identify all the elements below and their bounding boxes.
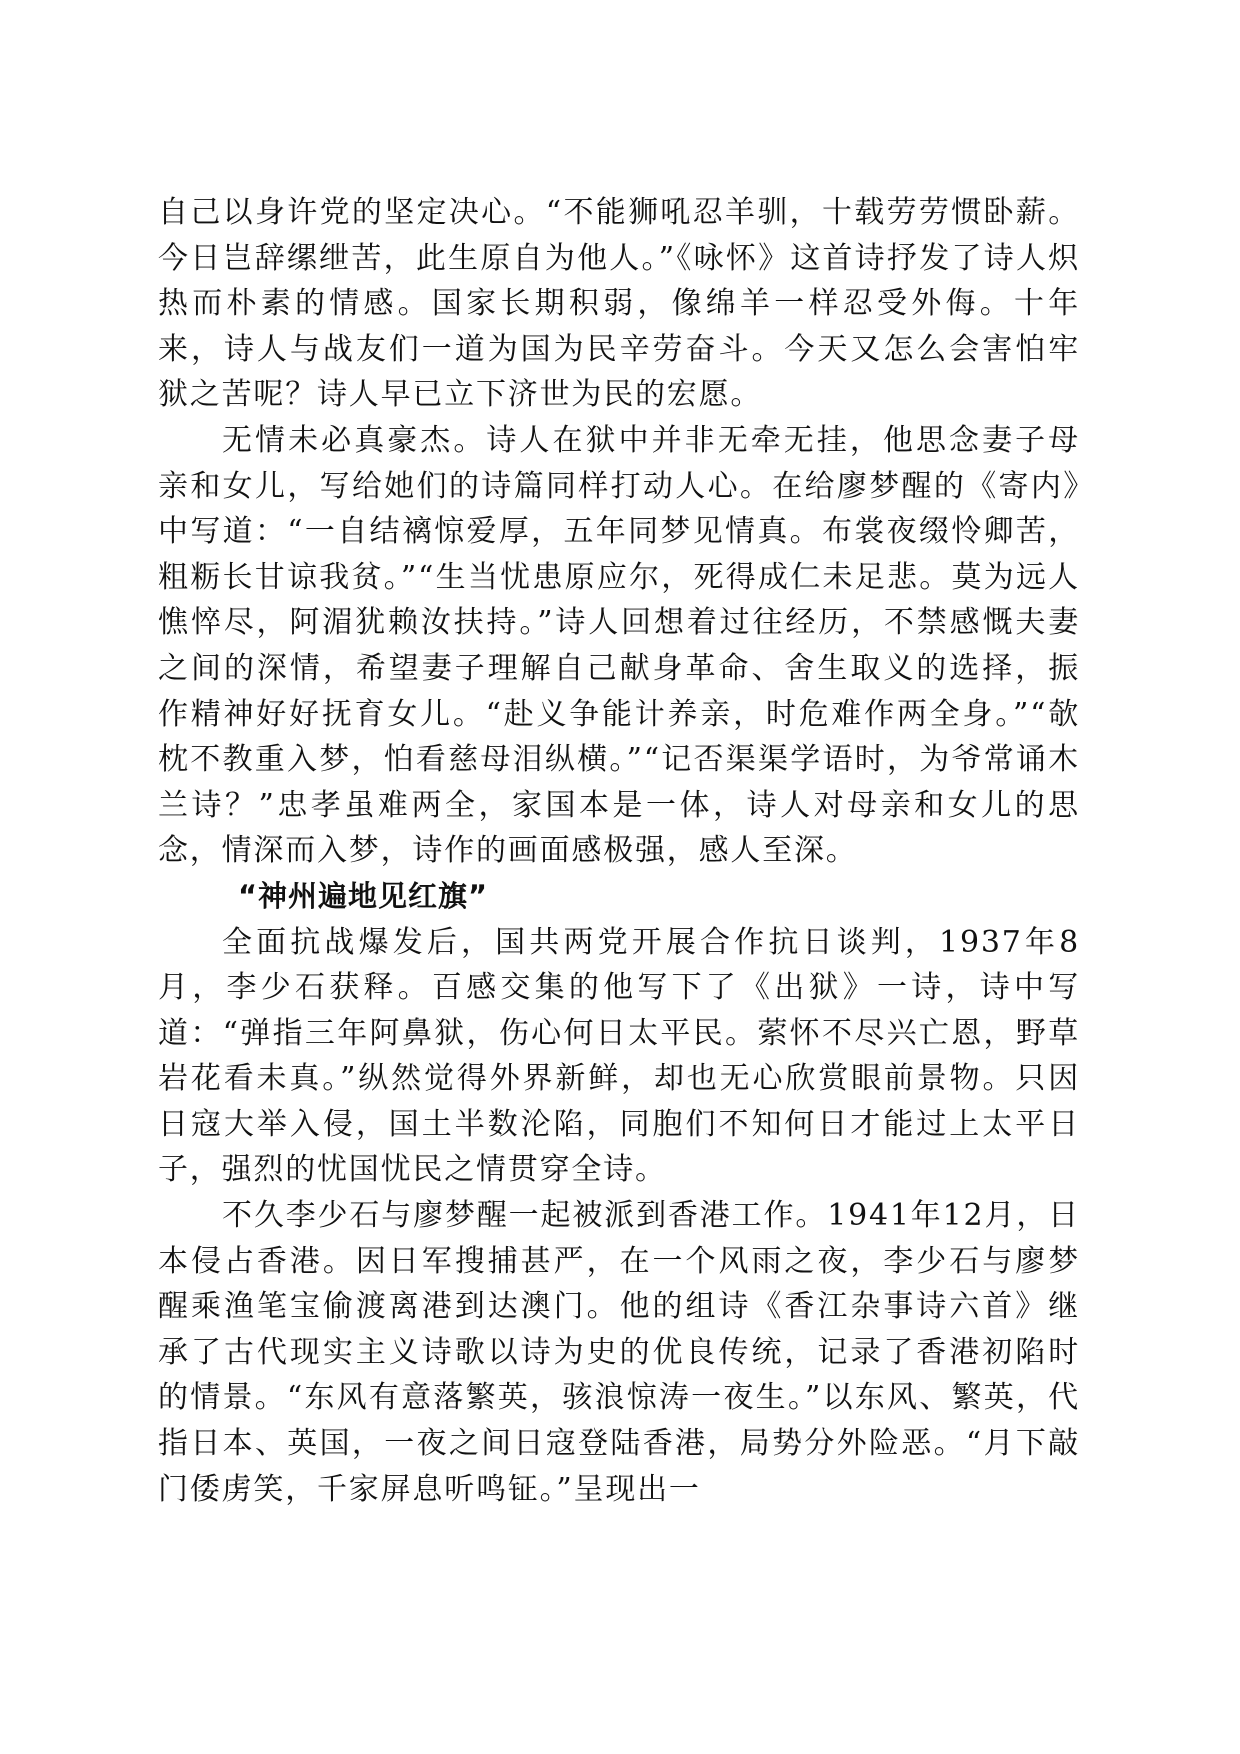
- paragraph-2: 无情未必真豪杰。诗人在狱中并非无牵无挂，他思念妻子母亲和女儿，写给她们的诗篇同样打动人心。在给廖梦醒的《寄内》中写道：“一自结褵惊爱厚，五年同梦见情真。布裳夜缀怜卿苦，粗粝长甘谅我贫。”“生当忧患原应尔，死得成仁未足悲。莫为远人憔悴尽，阿湄犹赖汝扶持。”诗人回想着过往经历，不禁感慨夫妻之间的深情，希望妻子理解自己献身革命、舍生取义的选择，振作精神好好抚育女儿。“赴义争能计养亲，时危难作两全身。”“欹枕不教重入梦，怕看慈母泪纵横。”“记否渠渠学语时，为爷常诵木兰诗？”忠孝虽难两全，家国本是一体，诗人对母亲和女儿的思念，情深而入梦，诗作的画面感极强，感人至深。: [158, 422, 1080, 869]
- paragraph-3: 全面抗战爆发后，国共两党开展合作抗日谈判，1937年8月，李少石获释。百感交集的他写下了《出狱》一诗，诗中写道：“弹指三年阿鼻狱，伤心何日太平民。萦怀不尽兴亡恩，野草岩花看未真。”纵然觉得外界新鲜，却也无心欣赏眼前景物。只因日寇大举入侵，国土半数沦陷，同胞们不知何日才能过上太平日子，强烈的忧国忧民之情贯穿全诗。: [158, 924, 1080, 1188]
- paragraph-1: 自己以身许党的坚定决心。“不能狮吼忍羊驯，十载劳劳惯卧薪。今日岂辞缧绁苦，此生原自为他人。”《咏怀》这首诗抒发了诗人炽热而朴素的情感。国家长期积弱，像绵羊一样忍受外侮。十年来，诗人与战友们一道为国为民辛劳奋斗。今天又怎么会害怕牢狱之苦呢？诗人早已立下济世为民的宏愿。: [158, 195, 1080, 413]
- paragraph-4: 不久李少石与廖梦醒一起被派到香港工作。1941年12月，日本侵占香港。因日军搜捕甚严，在一个风雨之夜，李少石与廖梦醒乘渔笔宝偷渡离港到达澳门。他的组诗《香江杂事诗六首》继承了古代现实主义诗歌以诗为史的优良传统，记录了香港初陷时的情景。“东风有意落繁英，骇浪惊涛一夜生。”以东风、繁英，代指日本、英国，一夜之间日寇登陆香港，局势分外险恶。“月下敲门倭虏笑，千家屏息听鸣钲。”呈现出一: [158, 1198, 1080, 1507]
- section-heading: “神州遍地见红旗”: [238, 878, 489, 913]
- document-page: [158, 190, 1080, 1512]
